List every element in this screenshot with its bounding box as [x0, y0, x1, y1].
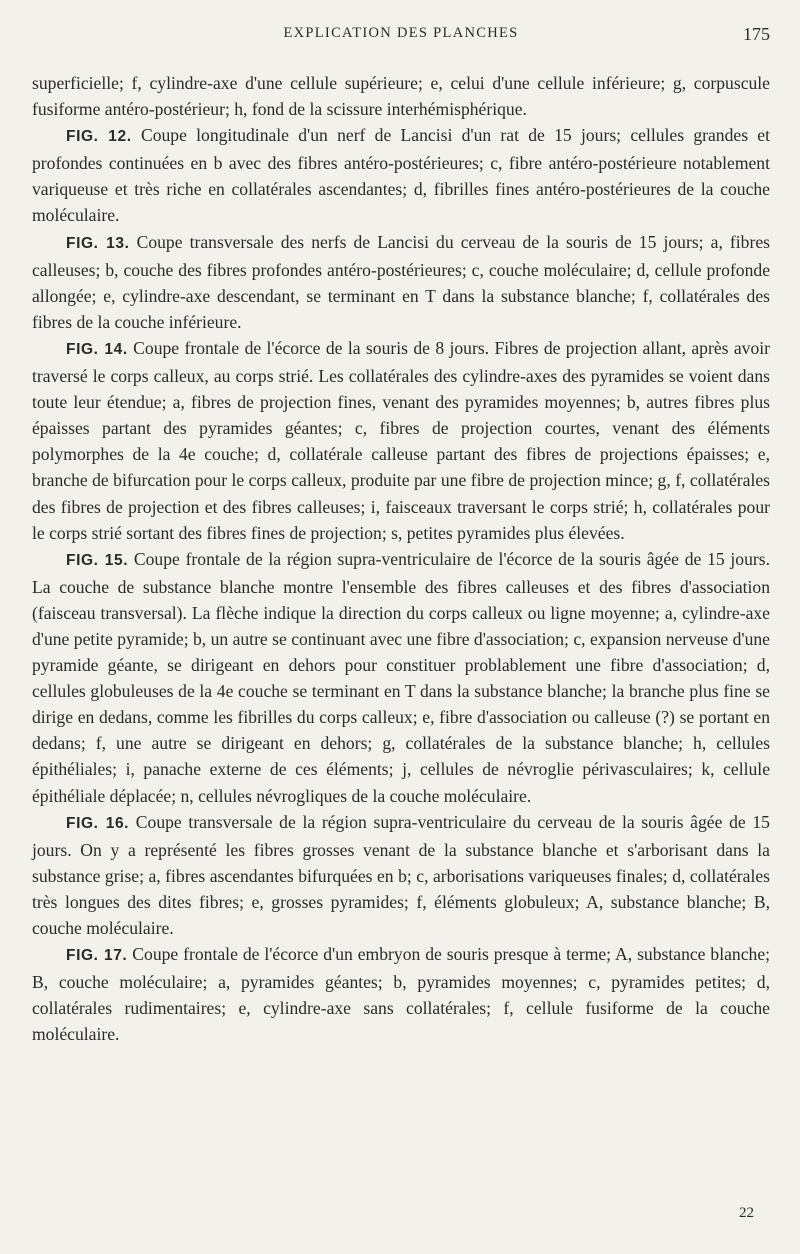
- figure-caption-text: Coupe transversale des nerfs de Lancisi du cerveau de la souris de 15 jours; a, fibres calleuses; b, couche des fibres profondes antéro-postérieures; c, couche moléculaire; d, cellule profonde allongée; e, cylindre-axe descendant, se terminant en T dans la substance blanche; f, collatérales des fibres de la couche inférieure.: [32, 231, 770, 332]
- figure-label: FIG. 17.: [66, 947, 128, 965]
- figure-caption-13: [32, 229, 770, 335]
- figure-label: FIG. 16.: [66, 814, 130, 832]
- paragraph-text: superficielle; f, cylindre-axe d'une cellule supérieure; e, celui d'une cellule inférieure; g, corpuscule fusiforme antéro-postérieur; h, fond de la scissure interhémisphérique.: [32, 73, 770, 120]
- figure-label: FIG. 12.: [66, 128, 132, 146]
- figure-caption-text: Coupe frontale de l'écorce de la souris de 8 jours. Fibres de projection allant, après avoir traversé le corps calleux, au corps strié. Les collatérales des cylindre-axes des pyramides se voient dans toute leur étendue; a, fibres de projection fines, venant des pyramides moyennes; b, autres fibres plus épaisses partant des pyramides géantes; c, fibres de projection courtes, venant des éléments polymorphes de la 4e couche; d, collatérale calleuse partant des fibres de projections épaisses; e, branche de bifurcation pour le corps calleux, produite par une fibre de projection mince; g, f, collatérales des fibres de projection et des fibres calleuses; i, faisceaux traversant le corps strié; h, collatérales pour le corps strié sortant des fibres fines de projection; s, petites pyramides plus élevées.: [32, 337, 771, 543]
- figure-caption-15: [32, 546, 770, 809]
- figure-caption-16: [32, 809, 770, 941]
- figure-caption-text: Coupe transversale de la région supra-ventriculaire du cerveau de la souris âgée de 15 jours. On y a représenté les fibres grosses venant de la substance blanche et s'arborisant dans la substance grise; a, fibres ascendantes bifurquées en b; c, arborisations variqueuses finales; d, collatérales très longues des dites fibres; e, grosses pyramides; f, éléments globuleux; A, substance blanche; B, couche moléculaire.: [32, 811, 770, 938]
- figure-label: FIG. 13.: [66, 234, 130, 252]
- running-title: EXPLICATION DES PLANCHES: [283, 25, 519, 41]
- figure-caption-17: [32, 941, 770, 1047]
- paragraph-continuation: [32, 70, 770, 122]
- figure-caption-text: Coupe frontale de la région supra-ventriculaire de l'écorce de la souris âgée de 15 jours. La couche de substance blanche montre l'ensemble des fibres calleuses et des fibres d'association (faisceau transversal). La flèche indique la direction du corps calleux ou ligne moyenne; a, cylindre-axe d'une petite pyramide; b, un autre se continuant avec une fibre d'association; c, expansion nerveuse d'une pyramide géante, se dirigeant en dehors pour constituer problablement une fibre d'association; d, cellules globuleuses de la 4e couche se terminant en T dans la substance blanche; la branche plus fine se dirige en dedans, comme les fibrilles du corps calleux; e, fibre d'association ou calleuse (?) se portant en dedans; f, une autre se dirigeant en dehors; g, collatérales de la substance blanche; h, cellules épithéliales; i, panache externe de ces éléments; j, cellules de névroglie périvasculaires; k, cellule épithéliale déplacée; n, cellules névrogliques de la couche moléculaire.: [32, 548, 770, 806]
- running-head: [32, 22, 770, 48]
- body-text: [32, 70, 770, 1047]
- figure-caption-12: [32, 122, 770, 228]
- figure-caption-text: Coupe frontale de l'écorce d'un embryon de souris presque à terme; A, substance blanche; B, couche moléculaire; a, pyramides géantes; b, pyramides moyennes; c, pyramides petites; d, collatérales rudimentaires; e, cylindre-axe sans collatérales; f, cellule fusiforme de la couche moléculaire.: [32, 944, 771, 1045]
- signature-mark: 22: [739, 1205, 754, 1221]
- figure-label: FIG. 14.: [66, 340, 128, 358]
- page: [32, 0, 770, 1254]
- figure-label: FIG. 15.: [66, 551, 129, 569]
- figure-caption-text: Coupe longitudinale d'un nerf de Lancisi d'un rat de 15 jours; cellules grandes et profondes continuées en b avec des fibres antéro-postérieures; c, fibre antéro-postérieure notablement variqueuse et très riche en collatérales ascendantes; d, fibrilles fines antéro-postérieures de la couche moléculaire.: [32, 125, 770, 226]
- page-number: 175: [743, 24, 770, 44]
- figure-caption-14: [32, 335, 770, 546]
